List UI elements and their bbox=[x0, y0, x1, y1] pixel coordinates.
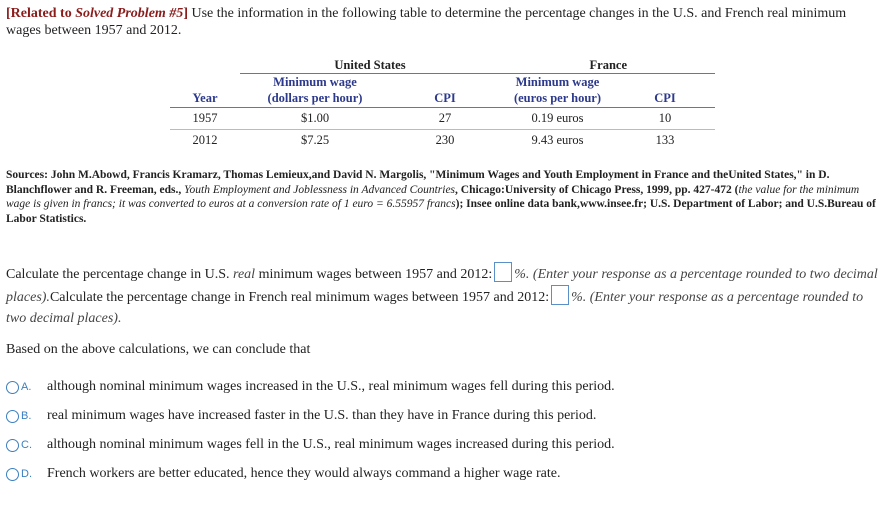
conclusion-prompt: Based on the above calculations, we can conclude that bbox=[6, 342, 311, 357]
cell-year: 1957 bbox=[170, 108, 240, 130]
cell-fr-cpi: 133 bbox=[655, 133, 675, 147]
option-text: French workers are better educated, hence they would always command a higher wage rate. bbox=[47, 466, 561, 481]
cell-fr-wage: 9.43 euros bbox=[531, 133, 584, 147]
option-c[interactable] bbox=[6, 437, 615, 453]
cell-fr-wage: 0.19 euros bbox=[500, 108, 615, 130]
us-percent-change-input[interactable] bbox=[494, 262, 512, 282]
intro-text: Use the information in the following table to determine the percentage changes in the U.S. and French real minimum wages between 1957 and 2012. bbox=[6, 6, 847, 38]
radio-button-a[interactable] bbox=[6, 381, 19, 394]
option-letter: C. bbox=[21, 439, 32, 451]
header-fr-minimum-wage: Minimum wage (euros per hour) bbox=[500, 74, 615, 108]
option-a[interactable] bbox=[6, 379, 615, 395]
header-us-minimum-wage: Minimum wage (dollars per hour) bbox=[240, 74, 390, 108]
radio-button-b[interactable] bbox=[6, 410, 19, 423]
option-letter: B. bbox=[21, 410, 32, 422]
cell-us-wage: $1.00 bbox=[240, 108, 390, 130]
related-problem-label: [Related to Solved Problem #5] bbox=[6, 6, 188, 21]
wage-table bbox=[170, 56, 715, 151]
problem-intro bbox=[6, 5, 876, 39]
sources-note: Sources: John M.Abowd, Francis Kramarz, Thomas Lemieux,and David N. Margolis, "Minimum Wages and Youth Employment in France and theUnited States," in D. Blanchflower and R. Freeman, eds., Youth Employment and Joblessness in Advanced Countries, Chicago:University of Chicago Press, 1999, pp. 427-472 (the value for the minimum wage is given in francs; it was converted to euros at a conversion rate of 1 euro = 6.55957 francs); Insee online data bank,www.insee.fr; U.S. Department of Labor; and U.S.Bureau of Labor Statistics. bbox=[6, 169, 876, 225]
option-b[interactable] bbox=[6, 408, 596, 424]
cell-us-cpi: 230 bbox=[435, 133, 455, 147]
header-year: Year bbox=[170, 74, 240, 108]
option-text: although nominal minimum wages fell in the U.S., real minimum wages increased during this period. bbox=[47, 437, 615, 452]
option-letter: A. bbox=[21, 381, 32, 393]
cell-year: 2012 bbox=[192, 133, 218, 147]
group-united-states: United States bbox=[240, 56, 500, 74]
option-letter: D. bbox=[21, 468, 32, 480]
radio-button-d[interactable] bbox=[6, 468, 19, 481]
radio-button-c[interactable] bbox=[6, 439, 19, 452]
cell-fr-cpi: 10 bbox=[615, 108, 715, 130]
header-us-cpi: CPI bbox=[390, 74, 500, 108]
table-row bbox=[170, 130, 715, 152]
option-d[interactable] bbox=[6, 466, 561, 482]
option-text: although nominal minimum wages increased in the U.S., real minimum wages fell during this period. bbox=[47, 379, 615, 394]
group-france: France bbox=[500, 56, 715, 74]
france-percent-change-input[interactable] bbox=[551, 285, 569, 305]
option-text: real minimum wages have increased faster in the U.S. than they have in France during this period. bbox=[47, 408, 597, 423]
cell-us-cpi: 27 bbox=[390, 108, 500, 130]
cell-us-wage: $7.25 bbox=[300, 133, 330, 147]
header-fr-cpi: CPI bbox=[615, 74, 715, 108]
question-text: Calculate the percentage change in U.S. real minimum wages between 1957 and 2012: %. (Enter your response as a percentage rounded to two decimal places).Calculate the percentage change in French real minimum wages between 1957 and 2012: %. (Enter your response as a percentage rounded to two decimal places). bbox=[6, 262, 878, 329]
table-row bbox=[170, 108, 715, 130]
